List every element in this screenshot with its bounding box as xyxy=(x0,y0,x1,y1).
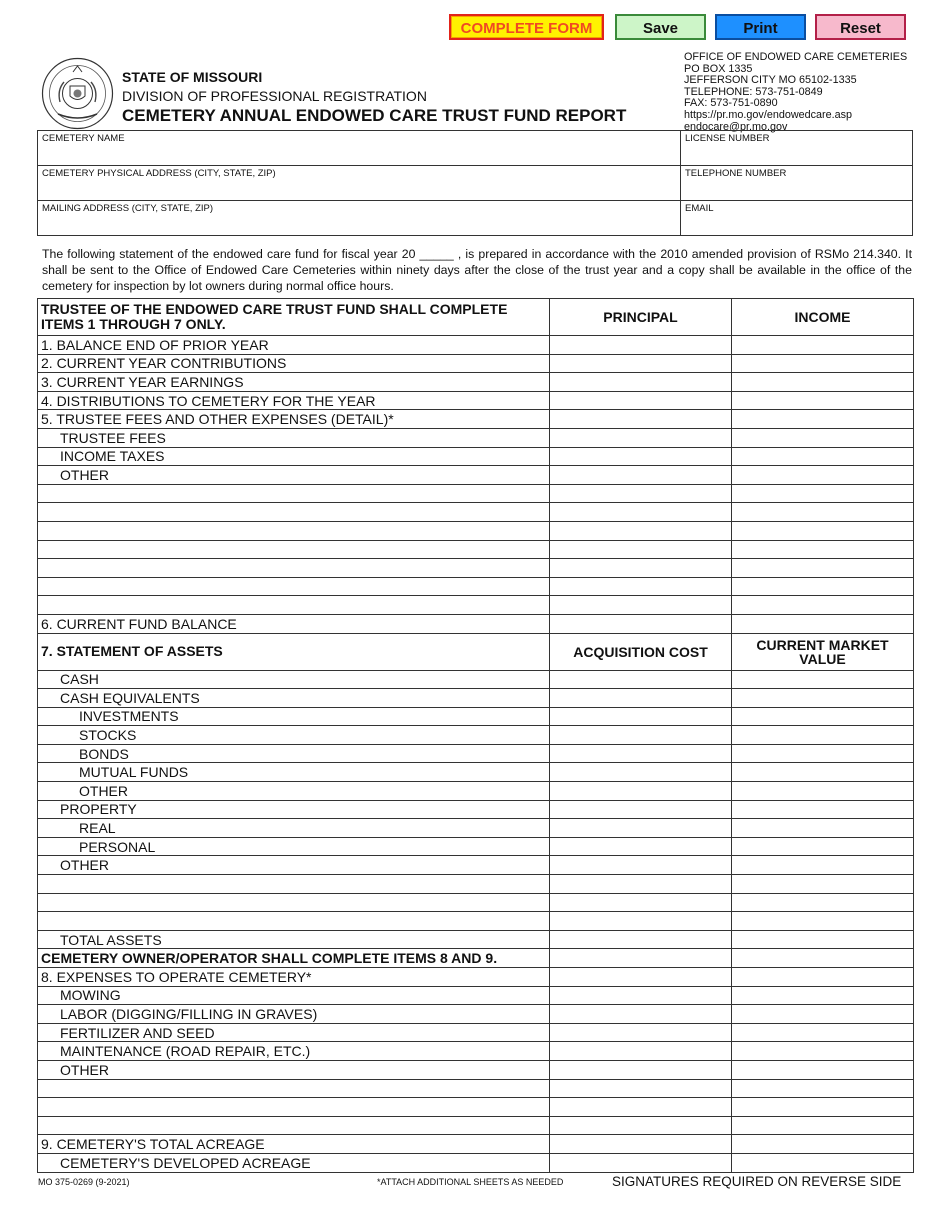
expense-item-label: 9. CEMETERY'S TOTAL ACREAGE xyxy=(38,1135,550,1154)
table-row xyxy=(38,1023,914,1042)
trustee-header-row-col3-header: INCOME xyxy=(732,299,914,336)
amount-input[interactable] xyxy=(732,410,914,429)
asset-item-label: REAL xyxy=(38,819,550,838)
amount-input[interactable] xyxy=(732,912,914,931)
amount-input[interactable] xyxy=(550,1042,732,1061)
trustee-header-row xyxy=(38,299,914,336)
line-item-label xyxy=(38,484,550,503)
amount-input[interactable] xyxy=(550,968,732,987)
office-address xyxy=(684,52,907,133)
asset-item-label: CASH xyxy=(38,670,550,689)
amount-input[interactable] xyxy=(732,1153,914,1172)
amount-input[interactable] xyxy=(550,1116,732,1135)
amount-input[interactable] xyxy=(732,577,914,596)
amount-input[interactable] xyxy=(550,521,732,540)
amount-input[interactable] xyxy=(550,1153,732,1172)
table-row xyxy=(38,875,914,894)
fiscal-year-statement: The following statement of the endowed care fund for fiscal year 20 _____ , is prepared in accordance with the 2010 amended provision of RSMo 214.340. It shall be sent to the Office of Endowed Care Cemeteries within ninety days after the close of the trust year and a copy shall be available in the office of the cemetery for inspection by lot owners during normal office hours. xyxy=(42,247,912,293)
assets-header-row-label: 7. STATEMENT OF ASSETS xyxy=(38,633,550,670)
amount-input[interactable] xyxy=(550,559,732,578)
amount-input[interactable] xyxy=(732,1042,914,1061)
line-item-label: TRUSTEE FEES xyxy=(38,428,550,447)
amount-input[interactable] xyxy=(732,726,914,745)
mailing-address-field[interactable] xyxy=(38,201,681,236)
amount-input[interactable] xyxy=(550,800,732,819)
line-item-label: 5. TRUSTEE FEES AND OTHER EXPENSES (DETAIL)* xyxy=(38,410,550,429)
office-city: JEFFERSON CITY MO 65102-1335 xyxy=(684,74,857,87)
table-row xyxy=(38,763,914,782)
amount-input[interactable] xyxy=(550,391,732,410)
amount-input[interactable] xyxy=(550,782,732,801)
table-row xyxy=(38,447,914,466)
table-row xyxy=(38,744,914,763)
amount-input[interactable] xyxy=(732,744,914,763)
table-row xyxy=(38,968,914,987)
office-fax: FAX: 573-751-0890 xyxy=(684,97,778,110)
amount-input[interactable] xyxy=(732,930,914,949)
table-row xyxy=(38,856,914,875)
amount-input[interactable] xyxy=(732,1005,914,1024)
amount-input[interactable] xyxy=(732,428,914,447)
amount-input[interactable] xyxy=(550,893,732,912)
amount-input[interactable] xyxy=(550,689,732,708)
amount-input[interactable] xyxy=(550,1060,732,1079)
expense-item-label: 8. EXPENSES TO OPERATE CEMETERY* xyxy=(38,968,550,987)
table-row xyxy=(38,614,914,633)
table-row xyxy=(38,986,914,1005)
table-row xyxy=(38,577,914,596)
table-row xyxy=(38,893,914,912)
amount-input[interactable] xyxy=(550,484,732,503)
table-row xyxy=(38,503,914,522)
table-row xyxy=(38,1098,914,1117)
amount-input[interactable] xyxy=(732,949,914,968)
asset-item-label: OTHER xyxy=(38,782,550,801)
table-row xyxy=(38,837,914,856)
table-row xyxy=(38,354,914,373)
attach-note: *ATTACH ADDITIONAL SHEETS AS NEEDED xyxy=(377,1177,564,1187)
state-heading: STATE OF MISSOURI xyxy=(122,69,263,85)
table-row xyxy=(38,1079,914,1098)
amount-input[interactable] xyxy=(550,670,732,689)
table-row xyxy=(38,726,914,745)
line-item-label: 4. DISTRIBUTIONS TO CEMETERY FOR THE YEAR xyxy=(38,391,550,410)
asset-item-label: CASH EQUIVALENTS xyxy=(38,689,550,708)
assets-header-row xyxy=(38,633,914,670)
cemetery-name-label: CEMETERY NAME xyxy=(42,133,125,144)
amount-input[interactable] xyxy=(550,1079,732,1098)
email-label: EMAIL xyxy=(685,203,714,214)
table-row xyxy=(38,521,914,540)
amount-input[interactable] xyxy=(732,1023,914,1042)
amount-input[interactable] xyxy=(732,893,914,912)
print-button[interactable]: Print xyxy=(715,14,806,40)
table-row xyxy=(38,1116,914,1135)
physical-address-label: CEMETERY PHYSICAL ADDRESS (CITY, STATE, ZIP) xyxy=(42,168,276,179)
mailing-address-label: MAILING ADDRESS (CITY, STATE, ZIP) xyxy=(42,203,214,214)
amount-input[interactable] xyxy=(550,930,732,949)
assets-header-row-col2-header: ACQUISITION COST xyxy=(550,633,732,670)
asset-item-label: TOTAL ASSETS xyxy=(38,930,550,949)
line-item-label xyxy=(38,521,550,540)
amount-input[interactable] xyxy=(732,986,914,1005)
expense-item-label xyxy=(38,1116,550,1135)
telephone-label: TELEPHONE NUMBER xyxy=(685,168,787,179)
owner-header-row xyxy=(38,949,914,968)
amount-input[interactable] xyxy=(550,354,732,373)
amount-input[interactable] xyxy=(732,763,914,782)
table-row xyxy=(38,559,914,578)
license-number-field[interactable] xyxy=(681,131,913,166)
table-row xyxy=(38,596,914,615)
amount-input[interactable] xyxy=(550,596,732,615)
amount-input[interactable] xyxy=(732,800,914,819)
line-item-label xyxy=(38,577,550,596)
office-telephone: TELEPHONE: 573-751-0849 xyxy=(684,85,823,98)
table-row xyxy=(38,930,914,949)
page-title: CEMETERY ANNUAL ENDOWED CARE TRUST FUND REPORT xyxy=(122,106,627,125)
table-row xyxy=(38,800,914,819)
amount-input[interactable] xyxy=(732,596,914,615)
amount-input[interactable] xyxy=(550,447,732,466)
expense-item-label: OTHER xyxy=(38,1060,550,1079)
amount-input[interactable] xyxy=(550,819,732,838)
amount-input[interactable] xyxy=(550,466,732,485)
telephone-field[interactable] xyxy=(681,166,913,201)
amount-input[interactable] xyxy=(550,986,732,1005)
expense-item-label: MOWING xyxy=(38,986,550,1005)
trustee-header-row-col2-header: PRINCIPAL xyxy=(550,299,732,336)
amount-input[interactable] xyxy=(732,707,914,726)
missouri-state-seal-icon xyxy=(40,56,115,131)
amount-input[interactable] xyxy=(732,540,914,559)
amount-input[interactable] xyxy=(550,336,732,355)
line-item-label: 6. CURRENT FUND BALANCE xyxy=(38,614,550,633)
amount-input[interactable] xyxy=(550,856,732,875)
amount-input[interactable] xyxy=(550,1135,732,1154)
amount-input[interactable] xyxy=(550,1005,732,1024)
amount-input[interactable] xyxy=(732,968,914,987)
save-button[interactable]: Save xyxy=(615,14,706,40)
amount-input[interactable] xyxy=(732,373,914,392)
table-row xyxy=(38,1135,914,1154)
division-heading: DIVISION OF PROFESSIONAL REGISTRATION xyxy=(122,88,427,104)
table-row xyxy=(38,1005,914,1024)
asset-item-label: INVESTMENTS xyxy=(38,707,550,726)
table-row xyxy=(38,466,914,485)
expense-item-label: LABOR (DIGGING/FILLING IN GRAVES) xyxy=(38,1005,550,1024)
amount-input[interactable] xyxy=(732,689,914,708)
amount-input[interactable] xyxy=(732,559,914,578)
line-item-label: OTHER xyxy=(38,466,550,485)
amount-input[interactable] xyxy=(732,503,914,522)
complete-form-button[interactable]: COMPLETE FORM xyxy=(449,14,604,40)
amount-input[interactable] xyxy=(732,1116,914,1135)
table-row xyxy=(38,410,914,429)
amount-input[interactable] xyxy=(550,912,732,931)
table-row xyxy=(38,912,914,931)
license-number-label: LICENSE NUMBER xyxy=(685,133,770,144)
asset-item-label: PROPERTY xyxy=(38,800,550,819)
office-website-link[interactable]: https://pr.mo.gov/endowedcare.asp xyxy=(684,108,853,121)
table-row xyxy=(38,540,914,559)
amount-input[interactable] xyxy=(732,354,914,373)
table-row xyxy=(38,373,914,392)
expense-item-label: FERTILIZER AND SEED xyxy=(38,1023,550,1042)
amount-input[interactable] xyxy=(550,875,732,894)
line-item-label: 3. CURRENT YEAR EARNINGS xyxy=(38,373,550,392)
asset-item-label xyxy=(38,875,550,894)
office-po-box: PO BOX 1335 xyxy=(684,62,753,75)
asset-item-label: OTHER xyxy=(38,856,550,875)
physical-address-field[interactable] xyxy=(38,166,681,201)
asset-item-label: BONDS xyxy=(38,744,550,763)
amount-input[interactable] xyxy=(732,875,914,894)
asset-item-label xyxy=(38,912,550,931)
assets-header-row-col3-header: CURRENT MARKET VALUE xyxy=(732,633,914,670)
table-row xyxy=(38,819,914,838)
asset-item-label: PERSONAL xyxy=(38,837,550,856)
table-row xyxy=(38,484,914,503)
amount-input[interactable] xyxy=(550,373,732,392)
amount-input[interactable] xyxy=(732,1079,914,1098)
reset-button[interactable]: Reset xyxy=(815,14,906,40)
amount-input[interactable] xyxy=(732,466,914,485)
line-item-label: INCOME TAXES xyxy=(38,447,550,466)
signatures-note: SIGNATURES REQUIRED ON REVERSE SIDE xyxy=(612,1174,902,1189)
amount-input[interactable] xyxy=(550,837,732,856)
line-item-label xyxy=(38,559,550,578)
table-row xyxy=(38,707,914,726)
amount-input[interactable] xyxy=(732,484,914,503)
amount-input[interactable] xyxy=(550,1023,732,1042)
expense-item-label xyxy=(38,1098,550,1117)
amount-input[interactable] xyxy=(732,670,914,689)
amount-input[interactable] xyxy=(732,782,914,801)
table-row xyxy=(38,689,914,708)
amount-input[interactable] xyxy=(550,707,732,726)
table-row xyxy=(38,336,914,355)
amount-input[interactable] xyxy=(732,521,914,540)
table-row xyxy=(38,1060,914,1079)
asset-item-label: STOCKS xyxy=(38,726,550,745)
amount-input[interactable] xyxy=(732,837,914,856)
cemetery-name-field[interactable] xyxy=(38,131,681,166)
expense-item-label: MAINTENANCE (ROAD REPAIR, ETC.) xyxy=(38,1042,550,1061)
amount-input[interactable] xyxy=(732,819,914,838)
line-item-label: 1. BALANCE END OF PRIOR YEAR xyxy=(38,336,550,355)
expense-item-label xyxy=(38,1079,550,1098)
line-item-label: 2. CURRENT YEAR CONTRIBUTIONS xyxy=(38,354,550,373)
amount-input[interactable] xyxy=(732,614,914,633)
amount-input[interactable] xyxy=(550,1098,732,1117)
asset-item-label: MUTUAL FUNDS xyxy=(38,763,550,782)
amount-input[interactable] xyxy=(550,614,732,633)
amount-input[interactable] xyxy=(732,391,914,410)
amount-input[interactable] xyxy=(732,447,914,466)
amount-input[interactable] xyxy=(550,503,732,522)
amount-input[interactable] xyxy=(732,1098,914,1117)
line-item-label xyxy=(38,596,550,615)
owner-section-label: CEMETERY OWNER/OPERATOR SHALL COMPLETE ITEMS 8 AND 9. xyxy=(38,949,550,968)
cemetery-info-table xyxy=(37,130,913,236)
email-field[interactable] xyxy=(681,201,913,236)
table-row xyxy=(38,670,914,689)
amount-input[interactable] xyxy=(550,744,732,763)
asset-item-label xyxy=(38,893,550,912)
amount-input[interactable] xyxy=(550,428,732,447)
table-row xyxy=(38,1153,914,1172)
amount-input[interactable] xyxy=(550,410,732,429)
table-row xyxy=(38,1042,914,1061)
amount-input[interactable] xyxy=(732,1060,914,1079)
office-email-link[interactable]: endocare@pr.mo.gov xyxy=(684,120,788,133)
amount-input[interactable] xyxy=(732,1135,914,1154)
amount-input[interactable] xyxy=(550,540,732,559)
amount-input[interactable] xyxy=(550,577,732,596)
amount-input[interactable] xyxy=(550,949,732,968)
amount-input[interactable] xyxy=(550,726,732,745)
line-item-label xyxy=(38,503,550,522)
office-name: OFFICE OF ENDOWED CARE CEMETERIES xyxy=(684,51,908,63)
line-item-label xyxy=(38,540,550,559)
form-number: MO 375-0269 (9-2021) xyxy=(38,1177,130,1187)
trustee-header-row-label: TRUSTEE OF THE ENDOWED CARE TRUST FUND SHALL COMPLETE ITEMS 1 THROUGH 7 ONLY. xyxy=(38,299,550,336)
table-row xyxy=(38,428,914,447)
amount-input[interactable] xyxy=(732,856,914,875)
amount-input[interactable] xyxy=(550,763,732,782)
expense-item-label: CEMETERY'S DEVELOPED ACREAGE xyxy=(38,1153,550,1172)
table-row xyxy=(38,391,914,410)
amount-input[interactable] xyxy=(732,336,914,355)
table-row xyxy=(38,782,914,801)
trust-fund-table xyxy=(37,298,914,1173)
